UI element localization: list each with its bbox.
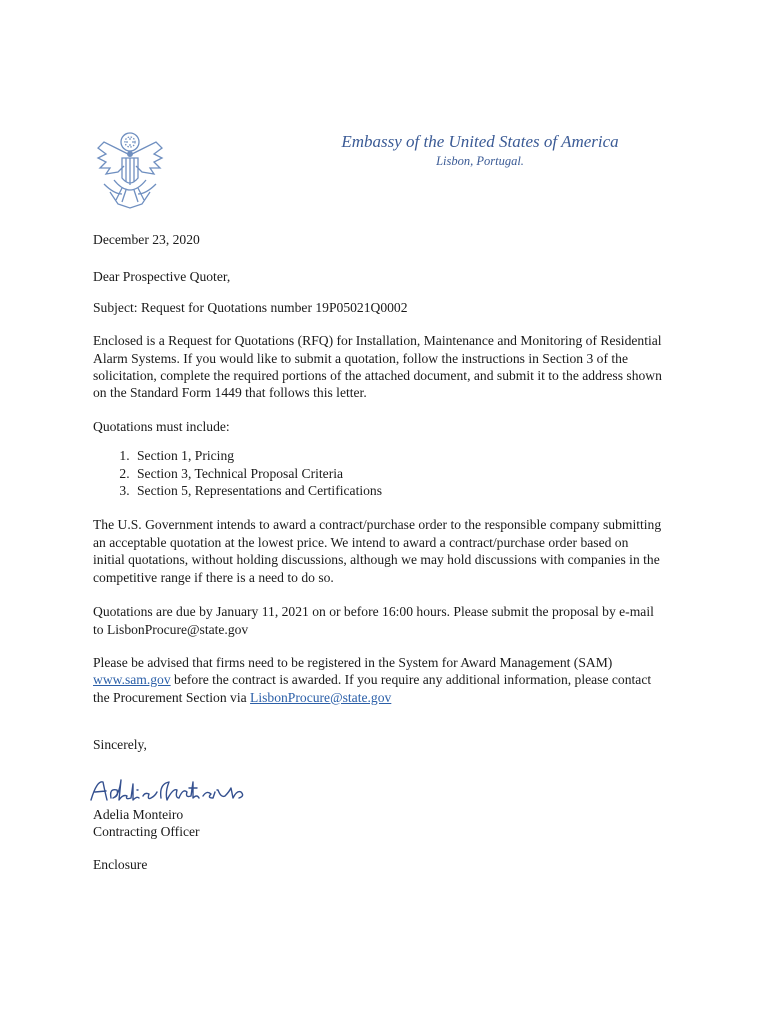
- great-seal-eagle-icon: [92, 128, 168, 212]
- requirements-list: [93, 447, 663, 499]
- requirements-heading: Quotations must include:: [93, 418, 230, 434]
- sam-text-2: before the contract is awarded. If you require any additional information, please contact the Procurement Section via: [93, 672, 652, 705]
- letter-body: [93, 231, 663, 874]
- sam-paragraph: [93, 654, 663, 706]
- salutation: Dear Prospective Quoter,: [93, 269, 231, 285]
- subject-line: Subject: Request for Quotations number 19P05021Q0002: [93, 299, 408, 315]
- list-item: 3. Section 5, Representations and Certifications: [133, 482, 663, 499]
- sam-link[interactable]: www.sam.gov: [93, 672, 171, 688]
- signer-name: Adelia Monteiro: [93, 806, 184, 822]
- enclosure-note: Enclosure: [93, 857, 148, 873]
- list-item: 1. Section 1, Pricing: [133, 447, 663, 464]
- handwritten-signature: [89, 774, 249, 806]
- list-item: 2. Section 3, Technical Proposal Criteria: [133, 465, 663, 482]
- signer-title: Contracting Officer: [93, 823, 200, 839]
- letter-date: December 23, 2020: [93, 232, 200, 247]
- embassy-city: Lisbon, Portugal.: [436, 154, 524, 168]
- intro-paragraph: Enclosed is a Request for Quotations (RFQ) for Installation, Maintenance and Monitoring of Residential Alarm Systems. If you would like to submit a quotation, follow the instructions in Section 3 of the solicitation, complete the required portions of the attached document, and submit it to the address shown on the Standard Form 1449 that follows this letter.: [93, 333, 662, 401]
- letterhead: [330, 131, 630, 169]
- award-paragraph: The U.S. Government intends to award a contract/purchase order to the responsible company submitting an acceptable quotation at the lowest price. We intend to award a contract/purchase order based on initial quotations, without holding discussions, although we may hold discussions with companies in the competitive range if there is a need to do so.: [93, 517, 662, 585]
- embassy-name: Embassy of the United States of America: [341, 132, 619, 151]
- closing: Sincerely,: [93, 737, 147, 753]
- due-date-paragraph: Quotations are due by January 11, 2021 on or before 16:00 hours. Please submit the proposal by e-mail to LisbonProcure@state.gov: [93, 604, 654, 637]
- procurement-email-link[interactable]: LisbonProcure@state.gov: [250, 689, 392, 705]
- sam-text-1: Please be advised that firms need to be registered in the System for Award Management (SAM): [93, 654, 613, 670]
